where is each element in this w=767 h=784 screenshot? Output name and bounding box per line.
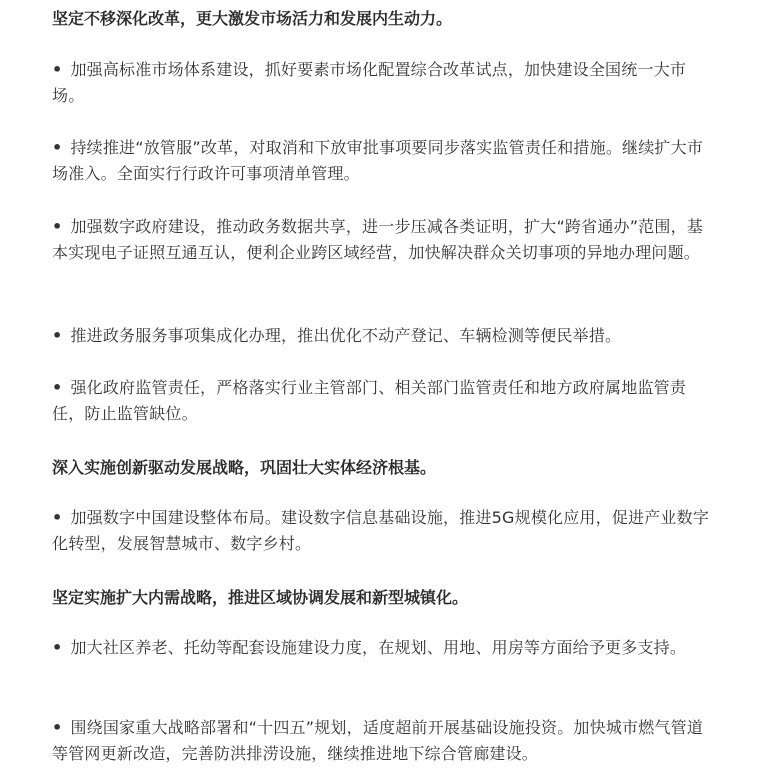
bullet-icon: •	[52, 138, 63, 157]
bullet-icon: •	[52, 326, 63, 345]
list-item: • 围绕国家重大战略部署和“十四五”规划，适度超前开展基础设施投资。加快城市燃气管道等管网更新改造，完善防洪排涝设施，继续推进地下综合管廊建设。	[52, 718, 704, 763]
bullet-icon: •	[52, 60, 63, 79]
section-heading-innovation: 深入实施创新驱动发展战略，巩固壮大实体经济根基。	[52, 458, 437, 477]
bullet-icon: •	[52, 638, 63, 657]
list-item: • 加强数字政府建设，推动政务数据共享，进一步压减各类证明，扩大“跨省通办”范围，基本实现电子证照互通互认，便利企业跨区域经营，加快解决群众关切事项的异地办理问题。	[52, 217, 704, 262]
list-item: • 加强高标准市场体系建设，抓好要素市场化配置综合改革试点，加快建设全国统一大市场。	[52, 60, 687, 105]
section-heading-demand: 坚定实施扩大内需战略，推进区域协调发展和新型城镇化。	[52, 588, 469, 607]
list-item: • 加大社区养老、托幼等配套设施建设力度，在规划、用地、用房等方面给予更多支持。	[52, 638, 687, 657]
bullet-icon: •	[52, 378, 63, 397]
bullet-icon: •	[52, 217, 63, 236]
section-heading-reform: 坚定不移深化改革，更大激发市场活力和发展内生动力。	[52, 9, 453, 28]
list-item: • 加强数字中国建设整体布局。建设数字信息基础设施，推进5G规模化应用，促进产业数字化转型，发展智慧城市、数字乡村。	[52, 508, 710, 553]
list-item: • 持续推进“放管服”改革，对取消和下放审批事项要同步落实监管责任和措施。继续扩大市场准入。全面实行行政许可事项清单管理。	[52, 138, 704, 183]
bullet-icon: •	[52, 508, 63, 527]
list-item: • 强化政府监管责任，严格落实行业主管部门、相关部门监管责任和地方政府属地监管责任，防止监管缺位。	[52, 378, 687, 423]
bullet-icon: •	[52, 718, 63, 737]
list-item: • 推进政务服务事项集成化办理，推出优化不动产登记、车辆检测等便民举措。	[52, 326, 622, 345]
